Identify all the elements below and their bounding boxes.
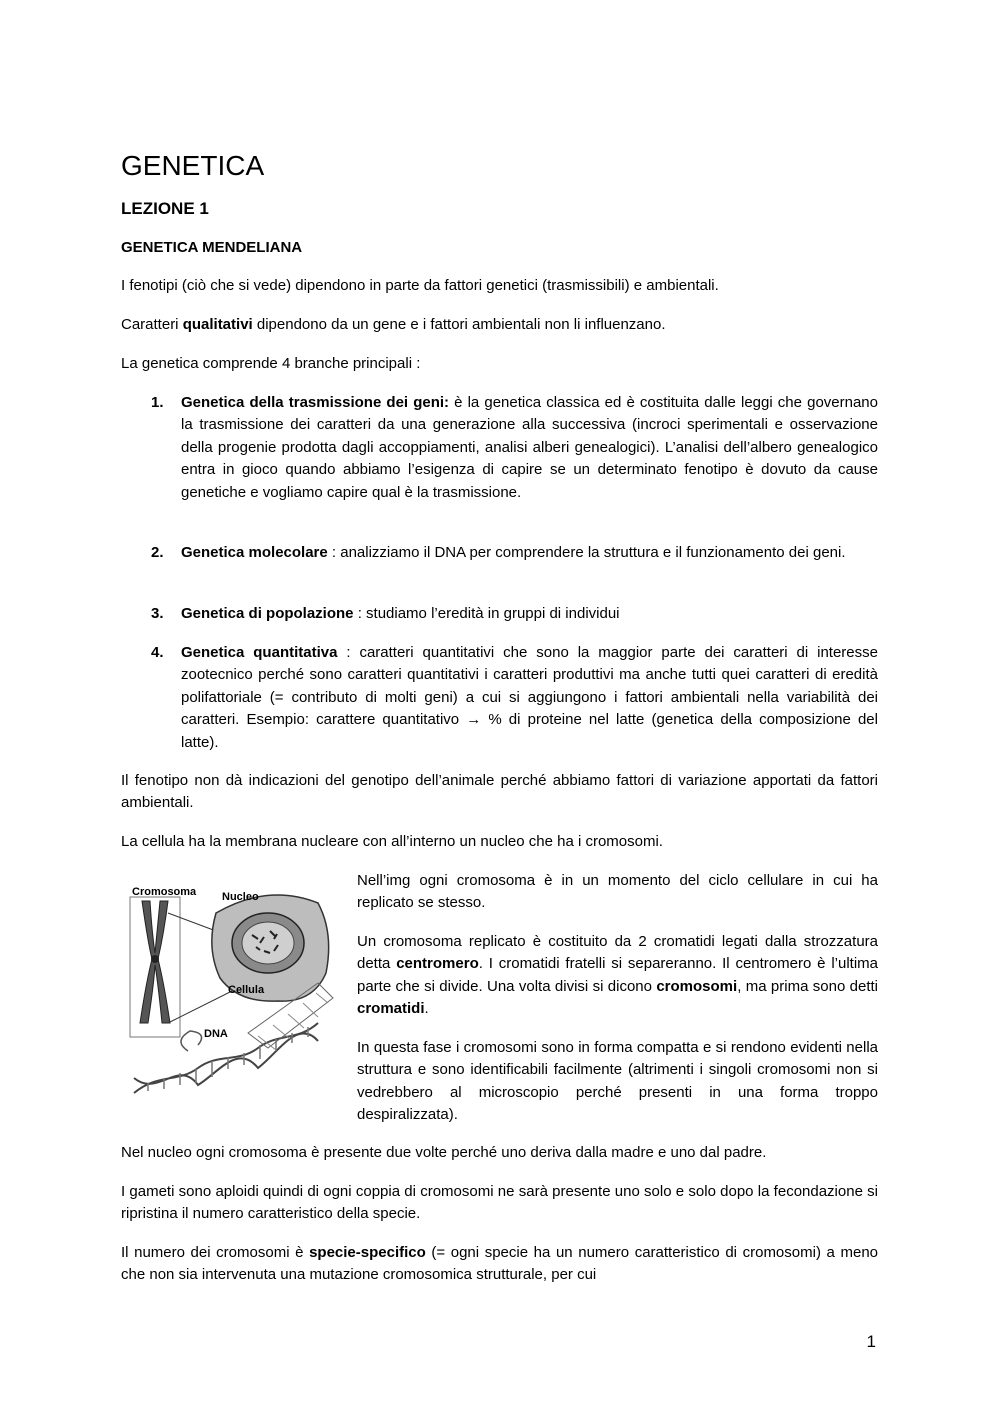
paragraph-phenotypes: I fenotipi (ciò che si vede) dipendono in parte da fattori genetici (trasmissibili) e ambientali. bbox=[121, 277, 719, 294]
lesson-heading: LEZIONE 1 bbox=[121, 199, 209, 218]
figure-label-cell: Cellula bbox=[228, 984, 265, 996]
list-number: 1. bbox=[151, 394, 164, 411]
paragraph-branches-intro: La genetica comprende 4 branche principali : bbox=[121, 355, 421, 372]
paragraph-chromosome-number: Il numero dei cromosomi è specie-specifico (= ogni specie ha un numero caratteristico di cromosomi) a meno che non sia intervenuta una mutazione cromosomica strutturale, per cui bbox=[121, 1244, 879, 1284]
figure-label-dna: DNA bbox=[204, 1028, 228, 1040]
list-number: 2. bbox=[151, 544, 164, 561]
list-text: Genetica di popolazione : studiamo l’eredità in gruppi di individui bbox=[181, 605, 620, 622]
list-text: Genetica molecolare : analizziamo il DNA per comprendere la struttura e il funzionamento dei geni. bbox=[181, 544, 846, 561]
paragraph-qualitative: Caratteri qualitativi dipendono da un gene e i fattori ambientali non li influenzano. bbox=[121, 316, 666, 333]
list-number: 4. bbox=[151, 644, 164, 661]
page-number: 1 bbox=[866, 1332, 876, 1351]
list-text: Genetica della trasmissione dei geni: è la genetica classica ed è costituita dalle leggi che governano la trasmissione dei caratteri da una generazione alla successiva (incroci sperimentali e osservazione della progenie prodotta dagli accoppiamenti, analisi alberi genealogici). L’analisi dell’albero genealogico entra in gioco quando abbiamo l’esigenza di capire se un determinato fenotipo è dovuto da cause genetiche e vogliamo capire qual è la trasmissione. bbox=[181, 394, 878, 501]
chromosome-drawing bbox=[140, 901, 170, 1023]
paragraph-centromere: Un cromosoma replicato è costituito da 2 cromatidi legati dalla strozzatura detta centromero. I cromatidi fratelli si separeranno. Il centromero è l’ultima parte che si divide. Una volta divisi si dicono cromosomi, ma prima sono detti cromatidi. bbox=[357, 933, 878, 1018]
document-title: GENETICA bbox=[121, 150, 265, 181]
chromosome-cell-dna-figure bbox=[128, 873, 336, 1101]
paragraph-cell: La cellula ha la membrana nucleare con all’interno un nucleo che ha i cromosomi. bbox=[121, 833, 663, 850]
list-number: 3. bbox=[151, 605, 164, 622]
figure-label-nucleus: Nucleo bbox=[222, 891, 259, 903]
figure-label-chromosome: Cromosoma bbox=[132, 886, 197, 898]
section-heading: GENETICA MENDELIANA bbox=[121, 239, 303, 256]
paragraph-compact-form: In questa fase i cromosomi sono in forma compatta e si rendono evidenti nella struttura e sono identificabili facilmente (altrimenti i singoli cromosomi non si vedrebbero al microscopio perché presenti in una forma troppo despiralizzata). bbox=[357, 1039, 878, 1124]
paragraph-phenotype-genotype: Il fenotipo non dà indicazioni del genotipo dell’animale perché abbiamo fattori di variazione apportati da fattori ambientali. bbox=[121, 772, 878, 812]
paragraph-gametes: I gameti sono aploidi quindi di ogni coppia di cromosomi ne sarà presente uno solo e solo dopo la fecondazione si ripristina il numero caratteristico della specie. bbox=[121, 1183, 878, 1223]
paragraph-replicated: Nell’img ogni cromosoma è in un momento del ciclo cellulare in cui ha replicato se stesso. bbox=[357, 872, 878, 912]
paragraph-nucleus-pairs: Nel nucleo ogni cromosoma è presente due volte perché uno deriva dalla madre e uno dal padre. bbox=[121, 1144, 767, 1161]
list-text: Genetica quantitativa : caratteri quantitativi che sono la maggior parte dei caratteri di interesse zootecnico perché sono caratteri quantitativi i caratteri produttivi ma anche tutti quei caratteri di eredità polifattoriale (= contributo di molti geni) a cui si aggiungono i fattori ambientali nella variabilità dei caratteri. Esempio: carattere quantitativo → % di proteine nel latte (genetica della composizione del latte). bbox=[181, 644, 878, 751]
